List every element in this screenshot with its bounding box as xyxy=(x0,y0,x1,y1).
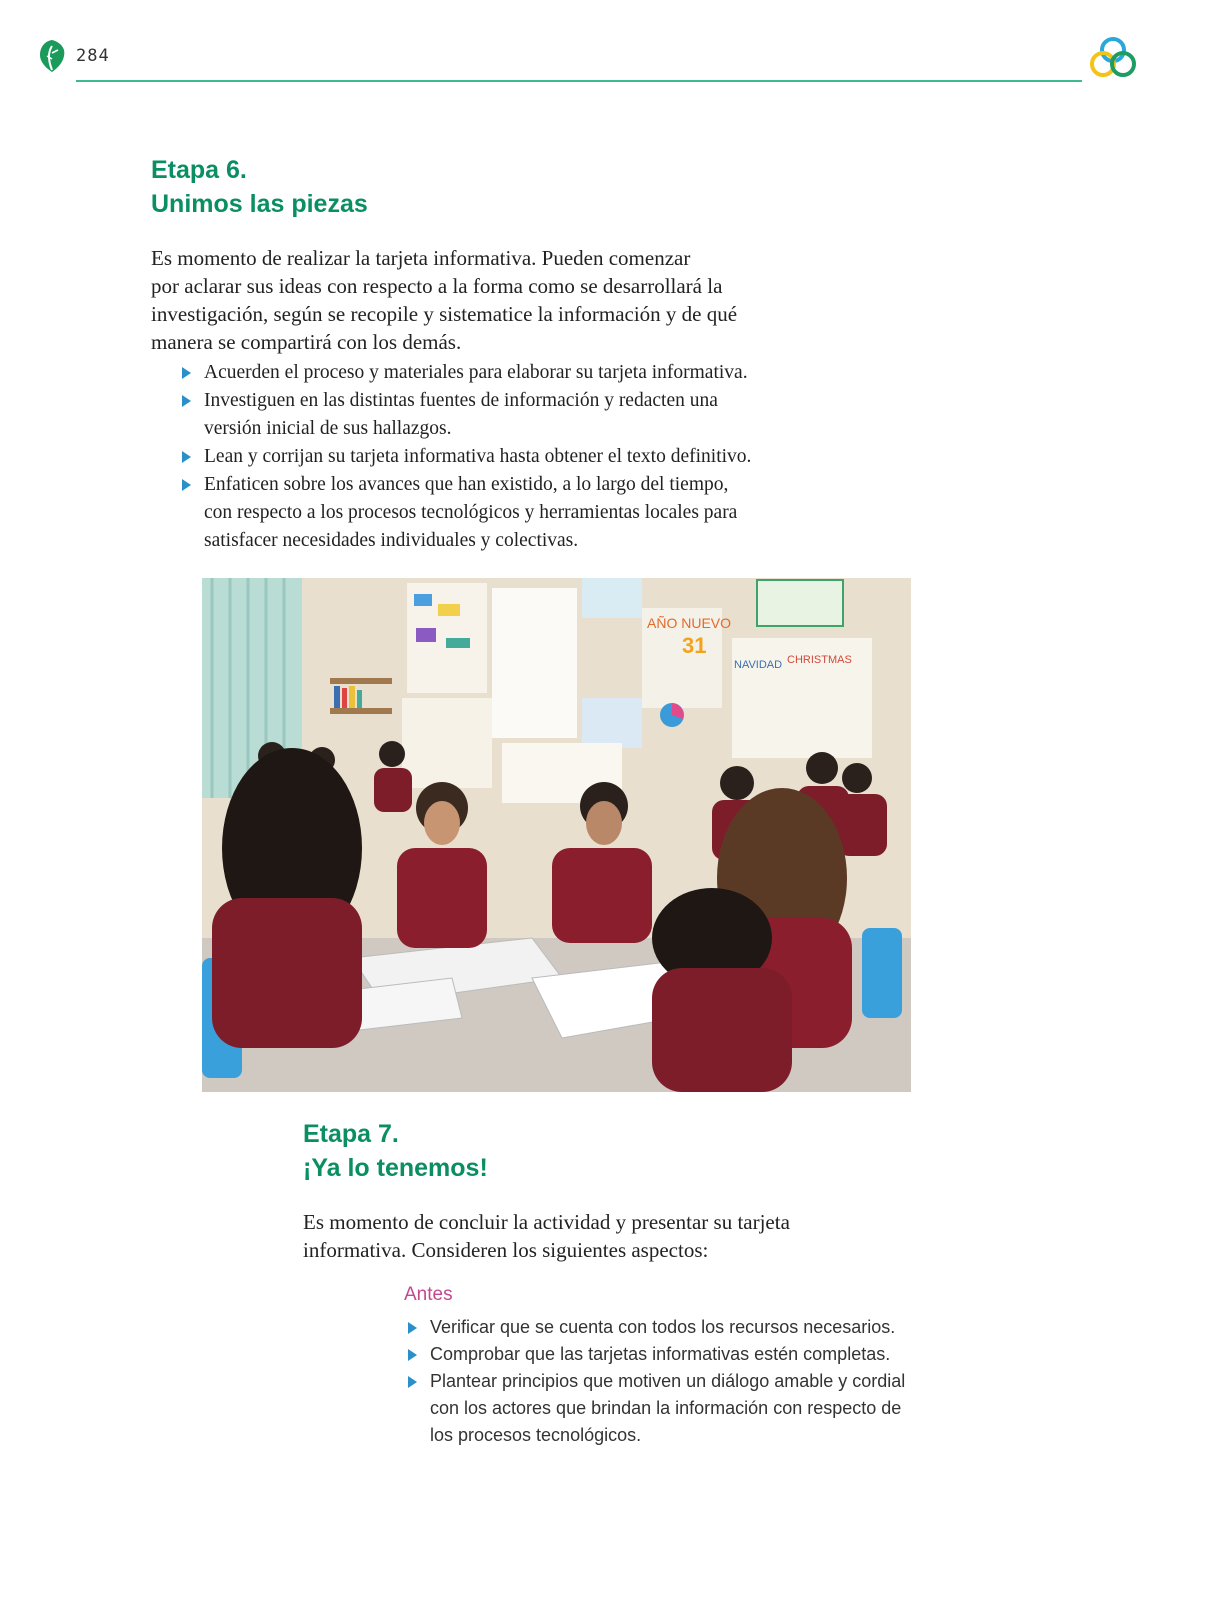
stage7-intro-line: informativa. Consideren los siguientes aspectos: xyxy=(303,1238,709,1262)
stage6-intro-line: Es momento de realizar la tarjeta informativa. Pueden comenzar xyxy=(151,246,691,270)
interlocking-rings-logo-icon xyxy=(1088,34,1138,84)
classroom-photo xyxy=(202,578,911,1092)
list-item-line: los procesos tecnológicos. xyxy=(430,1425,642,1445)
list-item xyxy=(178,359,858,387)
triangle-bullet-icon xyxy=(182,451,191,463)
wall-sign-text: 31 xyxy=(682,633,707,658)
classroom-illustration xyxy=(202,578,911,1092)
page-header xyxy=(0,0,1214,100)
antes-label: Antes xyxy=(404,1284,453,1305)
list-item-line: Plantear principios que motiven un diálogo amable y cordial xyxy=(430,1371,906,1391)
list-item-line: versión inicial de sus hallazgos. xyxy=(204,418,452,439)
list-item-line: Investiguen en las distintas fuentes de información y redacten una xyxy=(204,390,718,411)
stage7-title: Etapa 7. xyxy=(303,1120,399,1148)
stage7-intro xyxy=(303,1208,903,1264)
antes-bullet-list xyxy=(404,1314,924,1449)
list-item-line: Enfaticen sobre los avances que han existido, a lo largo del tiempo, xyxy=(204,474,729,495)
triangle-bullet-icon xyxy=(408,1376,417,1388)
list-item xyxy=(404,1368,924,1449)
list-item-line: Lean y corrijan su tarjeta informativa hasta obtener el texto definitivo. xyxy=(204,446,752,467)
wall-sign-text: AÑO NUEVO xyxy=(647,615,732,631)
wall-sign-text: CHRISTMAS xyxy=(787,654,852,666)
list-item xyxy=(404,1341,924,1368)
stage7-subtitle: ¡Ya lo tenemos! xyxy=(303,1154,488,1182)
list-item xyxy=(178,387,858,443)
list-item-line: con los actores que brindan la información con respecto de xyxy=(430,1398,902,1418)
list-item xyxy=(178,471,858,555)
stage6-bullet-list xyxy=(178,359,858,555)
header-rule xyxy=(76,80,1082,82)
triangle-bullet-icon xyxy=(182,395,191,407)
triangle-bullet-icon xyxy=(408,1322,417,1334)
triangle-bullet-icon xyxy=(408,1349,417,1361)
list-item-line: con respecto a los procesos tecnológicos y herramientas locales para xyxy=(204,502,738,523)
wall-sign-text: NAVIDAD xyxy=(734,659,783,671)
stage7-intro-line: Es momento de concluir la actividad y presentar su tarjeta xyxy=(303,1210,790,1234)
stage6-subtitle: Unimos las piezas xyxy=(151,190,368,218)
leaf-icon xyxy=(36,38,68,74)
stage6-intro-line: investigación, según se recopile y sistematice la información y de qué xyxy=(151,302,738,326)
list-item-line: Acuerden el proceso y materiales para elaborar su tarjeta informativa. xyxy=(204,362,748,383)
page-number: 284 xyxy=(76,46,110,66)
stage6-intro-line: manera se compartirá con los demás. xyxy=(151,330,462,354)
list-item xyxy=(404,1314,924,1341)
stage6-title: Etapa 6. xyxy=(151,156,247,184)
triangle-bullet-icon xyxy=(182,367,191,379)
list-item xyxy=(178,443,858,471)
triangle-bullet-icon xyxy=(182,479,191,491)
stage6-intro-line: por aclarar sus ideas con respecto a la forma como se desarrollará la xyxy=(151,274,723,298)
stage6-intro xyxy=(151,244,831,356)
list-item-line: Comprobar que las tarjetas informativas estén completas. xyxy=(430,1344,891,1364)
list-item-line: Verificar que se cuenta con todos los recursos necesarios. xyxy=(430,1317,896,1337)
list-item-line: satisfacer necesidades individuales y colectivas. xyxy=(204,530,579,551)
